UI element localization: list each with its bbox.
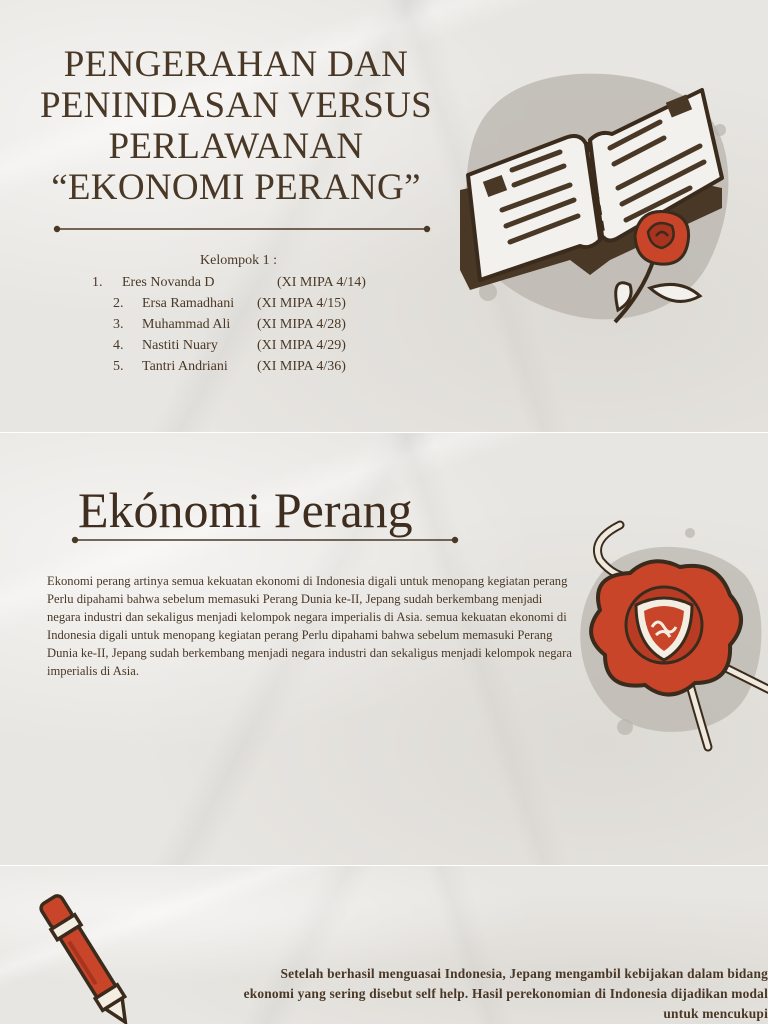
- member-name: Nastiti Nuary: [142, 338, 218, 353]
- member-item: [92, 293, 346, 314]
- member-number: 2.: [113, 296, 124, 311]
- open-book-with-rose-icon: [440, 60, 740, 340]
- member-item: [92, 314, 346, 335]
- member-number: 4.: [113, 338, 124, 353]
- body-paragraph: Ekonomi perang artinya semua kekuatan ekonomi di Indonesia digali untuk menopang kegiatan perang Perlu dipahami bahwa sebelum memasuki Perang Dunia ke-II, Jepang sudah berkembang menjadi negara industri dan sekaligus menjadi kelompok negara imperialis di Asia. semua kekuatan ekonomi di Indonesia digali untuk menopang kegiatan perang Perlu dipahami bahwa sebelum memasuki Perang Dunia ke-II, Jepang sudah berkembang menjadi negara industri dan sekaligus menjadi kelompok negara imperialis di Asia.: [47, 574, 572, 678]
- title-line: PENINDASAN VERSUS: [40, 85, 432, 126]
- member-item: [92, 335, 346, 356]
- member-number: 1.: [92, 275, 103, 290]
- slide-title-heading: [20, 44, 452, 208]
- member-class: (XI MIPA 4/15): [257, 296, 346, 311]
- body-paragraph: Setelah berhasil menguasai Indonesia, Jepang mengambil kebijakan dalam bidang ekonomi yang sering disebut self help. Hasil perekonomian di Indonesia dijadikan modal untuk mencukupi: [243, 966, 768, 1021]
- member-list: [92, 272, 366, 377]
- member-name: Muhammad Ali: [142, 317, 231, 332]
- slide-self-help: [0, 866, 768, 1024]
- slide-title: [0, 0, 768, 432]
- group-label: Kelompok 1 :: [200, 253, 277, 268]
- member-name: Eres Novanda D: [122, 275, 215, 290]
- member-item: [92, 356, 346, 377]
- wax-seal-icon: [560, 515, 768, 755]
- slide-ekonomi-perang: [0, 433, 768, 865]
- title-line: PENGERAHAN DAN: [63, 44, 409, 85]
- section-heading: Ekónomi Perang: [78, 482, 413, 538]
- member-class: (XI MIPA 4/14): [277, 275, 366, 290]
- title-line: PERLAWANAN: [108, 126, 364, 167]
- heading-divider: [70, 533, 460, 547]
- fountain-pen-icon: [24, 886, 144, 1024]
- member-item: [92, 272, 366, 293]
- member-class: (XI MIPA 4/28): [257, 317, 346, 332]
- title-divider: [52, 222, 432, 236]
- member-number: 3.: [113, 317, 124, 332]
- member-class: (XI MIPA 4/29): [257, 338, 346, 353]
- member-name: Ersa Ramadhani: [142, 296, 235, 311]
- member-class: (XI MIPA 4/36): [257, 359, 346, 374]
- member-number: 5.: [113, 359, 124, 374]
- title-line: “EKONOMI PERANG”: [51, 167, 421, 208]
- member-name: Tantri Andriani: [142, 359, 228, 374]
